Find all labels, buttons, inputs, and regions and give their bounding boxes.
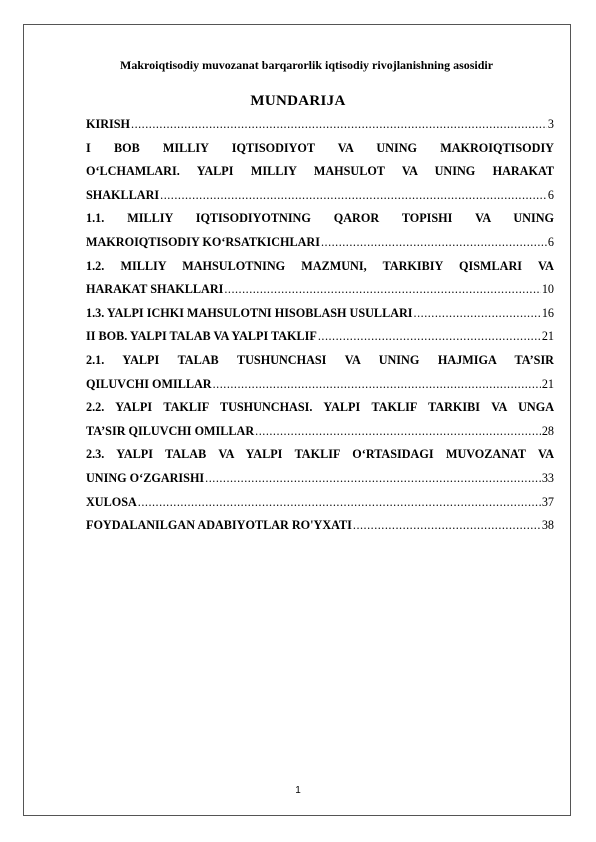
toc-entry-text: KIRISH: [86, 117, 131, 131]
toc-entry-line: 1.2. MILLIY MAHSULOTNING MAZMUNI, TARKIBIY QISMLARI VA: [86, 258, 554, 273]
toc-entry-last-line: [86, 467, 554, 491]
toc-entry-text: TA’SIR QILUVCHI OMILLAR: [86, 423, 255, 438]
toc-page-number: 6: [547, 187, 554, 202]
toc-entry-last-line: [86, 514, 554, 538]
toc-page-number: 16: [541, 305, 554, 320]
toc-page-number: 3: [547, 117, 554, 131]
toc-dot-leader: [353, 514, 541, 538]
toc-page-number: 21: [541, 329, 554, 344]
toc-entry-text: XULOSA: [86, 494, 137, 509]
toc-entry[interactable]: [86, 514, 554, 538]
toc-dot-leader: [138, 491, 541, 515]
toc-dot-leader: [318, 325, 541, 349]
toc-entry-last-line: [86, 325, 554, 349]
toc-entry-text: HARAKAT SHAKLLARI: [86, 282, 224, 297]
toc-entry-last-line: [86, 278, 554, 302]
toc-entry[interactable]: [86, 137, 554, 208]
running-header: Makroiqtisodiy muvozanat barqarorlik iqtisodiy rivojlanishning asosidir: [120, 58, 494, 72]
toc-entry-line: 1.1. MILLIY IQTISODIYOTNING QAROR TOPISHI VA UNING: [86, 211, 554, 226]
toc-page-number: 28: [541, 423, 554, 438]
toc-page-number: 37: [541, 494, 554, 509]
toc-entry-last-line: [86, 420, 554, 444]
toc-dot-leader: [131, 113, 547, 137]
toc-entry-text: SHAKLLARI: [86, 187, 160, 202]
toc-dot-leader: [160, 184, 547, 208]
toc-entry[interactable]: [86, 491, 554, 515]
toc-entry[interactable]: [86, 255, 554, 302]
toc-page-number: 38: [541, 518, 554, 533]
toc-entry-text: UNING O‘ZGARISHI: [86, 470, 205, 485]
toc-page-number: 33: [541, 470, 554, 485]
toc-entry-line: 2.1. YALPI TALAB TUSHUNCHASI VA UNING HAJMIGA TA’SIR: [86, 352, 554, 367]
toc-entry[interactable]: [86, 443, 554, 490]
toc-dot-leader: [255, 420, 541, 444]
toc-entry-last-line: [86, 491, 554, 515]
toc-entry[interactable]: [86, 349, 554, 396]
toc-entry-line: 2.3. YALPI TALAB VA YALPI TAKLIF O‘RTASIDAGI MUVOZANAT VA: [86, 447, 554, 462]
toc-entry-text: QILUVCHI OMILLAR: [86, 376, 212, 391]
toc-dot-leader: [205, 467, 541, 491]
toc-entry-line: I BOB MILLIY IQTISODIYOT VA UNING MAKROIQTISODIY: [86, 140, 554, 155]
toc-page-number: 6: [547, 234, 554, 249]
toc-entry[interactable]: [86, 207, 554, 254]
toc-entry-line: 2.2. YALPI TAKLIF TUSHUNCHASI. YALPI TAKLIF TARKIBI VA UNGA: [86, 400, 554, 415]
toc-entry-last-line: [86, 302, 554, 326]
toc-entry-last-line: [86, 113, 554, 137]
page-number: 1: [295, 785, 301, 796]
toc-entry-line: O‘LCHAMLARI. YALPI MILLIY MAHSULOT VA UNING HARAKAT: [86, 164, 554, 179]
toc-page-number: 10: [541, 282, 554, 297]
toc-dot-leader: [224, 278, 540, 302]
toc-entry-text: MAKROIQTISODIY KO‘RSATKICHLARI: [86, 234, 320, 249]
toc-dot-leader: [321, 231, 547, 255]
toc-entry-text: 1.3. YALPI ICHKI MAHSULOTNI HISOBLASH USULLARI: [86, 305, 413, 320]
toc-entry-last-line: [86, 231, 554, 255]
table-of-contents: [86, 113, 554, 538]
toc-entry-last-line: [86, 373, 554, 397]
toc-entry[interactable]: [86, 325, 554, 349]
toc-page-number: 21: [541, 376, 554, 391]
toc-entry-text: II BOB. YALPI TALAB VA YALPI TAKLIF: [86, 329, 317, 344]
toc-entry-last-line: [86, 184, 554, 208]
toc-entry[interactable]: [86, 396, 554, 443]
toc-dot-leader: [213, 373, 541, 397]
toc-entry-text: FOYDALANILGAN ADABIYOTLAR RO'YXATI: [86, 518, 352, 533]
toc-entry[interactable]: [86, 113, 554, 137]
toc-entry[interactable]: [86, 302, 554, 326]
toc-dot-leader: [414, 302, 541, 326]
toc-title: MUNDARIJA: [250, 93, 346, 109]
